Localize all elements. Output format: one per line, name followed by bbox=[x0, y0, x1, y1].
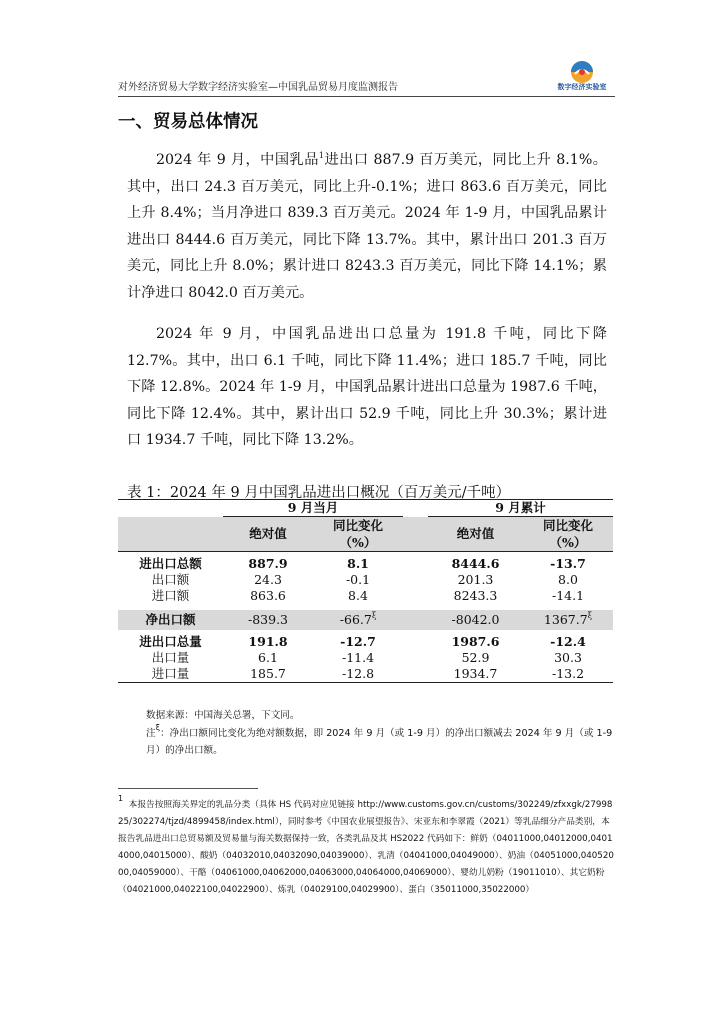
group-header-cumulative: 9 月累计 bbox=[428, 500, 613, 517]
paragraph-trade-volume: 2024 年 9 月，中国乳品进出口总量为 191.8 千吨，同比下降 12.7%。其中，出口 6.1 千吨，同比下降 11.4%；进口 185.7 千吨，同比下降 12.8%。2024 年 1-9 月，中国乳品累计进出口总量为 1987.6 千吨，同比下降 12.4%。其中，累计出口 52.9 千吨，同比上升 30.3%；累计进口 1934.7 千吨，同比下降 13.2%。 bbox=[127, 326, 607, 448]
header-text: 对外经济贸易大学数字经济实验室—中国乳品贸易月度监测报告 bbox=[118, 82, 398, 93]
paragraph-trade-value: 2024 年 9 月，中国乳品$^1$进出口 887.9 百万美元，同比上升 8.1%。其中，出口 24.3 百万美元，同比上升-0.1%；进口 863.6 百万美元，同比上升 8.4%；当月净进口 839.3 百万美元。2024 年 1-9 月，中国乳品累计进出口 8444.6 百万美元，同比下降 13.7%。其中，累计出口 201.3 百万美元，同比上升 8.0%；累计进口 8243.3 百万美元，同比下降 14.1%；累计净进口 8042.0 百万美元。 bbox=[127, 151, 607, 301]
col-header-yoy: 同比变化 （%） bbox=[523, 517, 613, 552]
table-row: 出口量 6.1 -11.4 52.9 30.3 bbox=[151, 650, 582, 665]
logo-text: 数字经济实验室 bbox=[557, 83, 607, 91]
table-group-header-row bbox=[118, 500, 613, 517]
logo-globe-icon bbox=[553, 60, 611, 84]
page-header bbox=[118, 60, 615, 97]
table-column-header-row bbox=[118, 517, 613, 552]
footnote-divider bbox=[118, 788, 258, 789]
table-row-net-export: 净出口额 -839.3 $-66.7^\xi$ -8042.0 $1367.7^\xi$ bbox=[118, 610, 613, 630]
table-row: 出口额 24.3 -0.1 201.3 8.0 bbox=[151, 572, 578, 587]
table-row: 进出口总额 887.9 8.1 8444.6 -13.7 bbox=[139, 556, 586, 571]
footnote-ref[interactable]: 1 bbox=[318, 151, 324, 160]
data-source-note: 数据来源：中国海关总署，下文同。 bbox=[146, 710, 300, 721]
table-row: 进口额 863.6 8.4 8243.3 -14.1 bbox=[151, 588, 585, 603]
trade-summary-table bbox=[118, 499, 613, 683]
group-header-month: 9 月当月 bbox=[223, 500, 403, 517]
table-row: 进出口总量 191.8 -12.7 1987.6 -12.4 bbox=[139, 634, 586, 649]
col-header-abs: 绝对值 bbox=[223, 517, 313, 552]
table-row: 进口量 185.7 -12.8 1934.7 -13.2 bbox=[118, 666, 613, 683]
lab-logo bbox=[553, 60, 611, 94]
section-title: 一、贸易总体情况 bbox=[118, 112, 258, 132]
col-header-abs: 绝对值 bbox=[428, 517, 523, 552]
table-title: 表 1：2024 年 9 月中国乳品进出口概况（百万美元/千吨） bbox=[127, 485, 511, 501]
footnote: $^1$ 本报告按照海关界定的乳品分类（具体 HS 代码对应见链接 http://www.customs.gov.cn/customs/302249/zfxxgk/2799825/302274/tjzd/4899458/index.html），同时参考《中国农业展望报告》、宋亚东和李翠霞（2021）等乳品细分产品类别，本报告乳品进出口总贸易额及贸易量与海关数据保持一致，各类乳品及其 HS2022 代码如下：鲜奶（04011000,04012000,04014000,04015000）、酸奶（04032010,04032090,04039000）、乳清（04041000,04049000）、奶油（04051000,04052000,04059000）、干酪（04061000,04062000,04063000,04064000,04069000）、婴幼儿奶粉（19011010）、其它奶粉（04021000,04022100,04022900）、炼乳（04029100,04029900）、蛋白（35011000,35022000） bbox=[118, 794, 614, 895]
table-note: 注$^\xi$：净出口额同比变化为绝对额数据，即 2024 年 9 月（或 1-9 月）的净出口额减去 2024 年 9 月（或 1-9 月）的净出口额。 bbox=[146, 723, 613, 756]
col-header-yoy: 同比变化 （%） bbox=[313, 517, 403, 552]
